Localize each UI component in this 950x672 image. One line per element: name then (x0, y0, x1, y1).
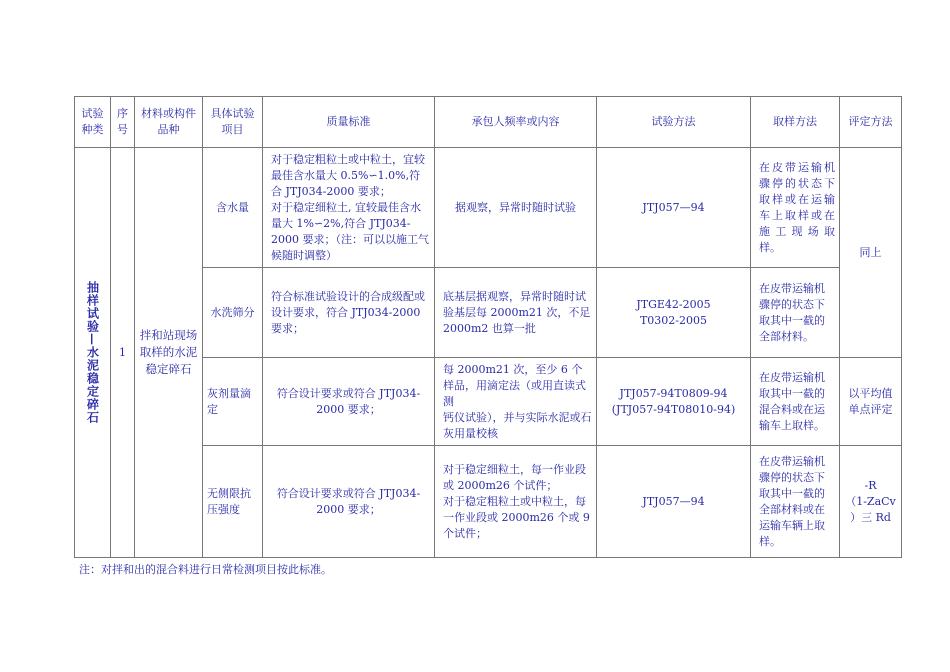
header-sampling: 取样方法 (751, 97, 840, 148)
method-cell (597, 358, 751, 446)
sampling-cell: 在皮带运输机骤停的状态下取其中一截的全部材料或在运输车辆上取样。 (751, 446, 840, 558)
item-cell: 水洗筛分 (203, 268, 263, 358)
evaluation-cell (840, 446, 902, 558)
item-cell: 含水量 (203, 148, 263, 268)
formula-line: （1-ZaCv (845, 494, 896, 508)
sampling-cell: 在皮带运输机骤停的状态下取其中一截的全部材料。 (751, 268, 840, 358)
item-cell: 无侧限抗压强度 (203, 446, 263, 558)
frequency-line: 对于稳定细粒土，每一作业段 (443, 462, 586, 476)
table-note: 注：对拌和出的混合料进行日常检测项目按此标准。 (79, 563, 332, 576)
header-standard: 质量标准 (263, 97, 435, 148)
table-row (75, 148, 902, 268)
method-line: T0302-2005 (639, 313, 708, 327)
seq-cell: 1 (111, 148, 135, 558)
category-cell (75, 148, 111, 558)
header-seq: 序号 (111, 97, 135, 148)
formula-line: -R (864, 478, 877, 492)
evaluation-cell: 同上 (840, 148, 902, 358)
test-standards-table (74, 96, 902, 558)
standard-cell: 符合标准试验设计的合成级配或设计要求，符合 JTJ034-2000 要求； (263, 268, 435, 358)
frequency-cell: 据观察，异常时随时试验 (435, 148, 597, 268)
frequency-line: 对于稳定粗粒土或中粒土，每一作业段或 2000m26 个或 9 个试件； (443, 494, 590, 540)
method-cell (597, 268, 751, 358)
standard-cell: 符合设计要求或符合 JTJ034-2000 要求； (263, 358, 435, 446)
formula-line: ）三 Rd (850, 510, 891, 524)
standard-line: 对于稳定粗粒土或中粒土，宜较最佳含水量大 0.5%∽1.0%,符合 JTJ034-2000 要求； (271, 152, 425, 198)
sampling-cell: 在皮带运输机取其中一截的混合料或在运输车上取样。 (751, 358, 840, 446)
frequency-cell (435, 446, 597, 558)
frequency-line: 每 2000m21 次，至少 6 个样品，用滴定法（或用直读式测 (443, 362, 586, 408)
sampling-cell: 在皮带运输机骤停的状态下取样或在运输车上取样或在施工现场取样。 (751, 148, 840, 268)
header-material: 材料或构件品种 (135, 97, 203, 148)
frequency-cell: 底基层据观察，异常时随时试验基层每 2000m21 次，不足 2000m2 也算一批 (435, 268, 597, 358)
standard-cell: 符合设计要求或符合 JTJ034-2000 要求； (263, 446, 435, 558)
method-cell: JTJ057—94 (597, 446, 751, 558)
evaluation-cell: 以平均值单点评定 (840, 358, 902, 446)
header-item: 具体试验项目 (203, 97, 263, 148)
frequency-line: 或 2000m26 个试件； (443, 478, 558, 492)
header-test-type: 试验种类 (75, 97, 111, 148)
standard-cell (263, 148, 435, 268)
method-line: (JTJ057-94T08010-94) (611, 402, 736, 416)
frequency-cell (435, 358, 597, 446)
header-frequency: 承包人频率或内容 (435, 97, 597, 148)
material-cell: 拌和站现场取样的水泥稳定碎石 (135, 148, 203, 558)
method-line: JTJ057-94T0809-94 (619, 386, 728, 400)
method-cell: JTJ057—94 (597, 148, 751, 268)
header-method: 试验方法 (597, 97, 751, 148)
method-line: JTGE42-2005 (636, 297, 711, 311)
category-label: 抽样试验—水泥稳定碎石 (85, 281, 100, 424)
standard-line: 对于稳定细粒土, 宜较最佳含水量大 1%∽2%,符合 JTJ034-2000 要求；（注：可以以施工气候随时调整） (271, 200, 429, 262)
header-evaluation: 评定方法 (840, 97, 902, 148)
header-row (75, 97, 902, 148)
frequency-line: 钙仪试验），并与实际水泥或石灰用量校核 (443, 410, 592, 440)
item-cell: 灰剂量滴定 (203, 358, 263, 446)
